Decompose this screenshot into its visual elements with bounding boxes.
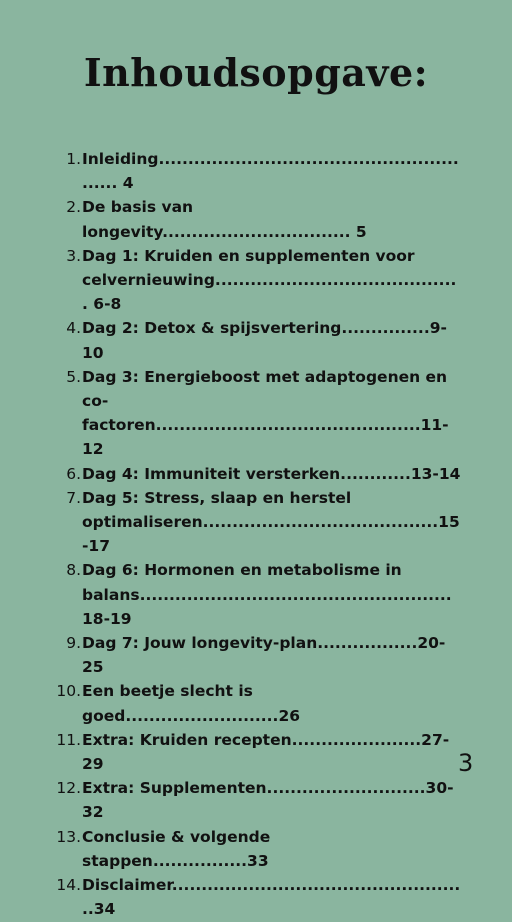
toc-item-number: 7. bbox=[66, 488, 81, 507]
toc-item-9 bbox=[50, 631, 462, 679]
toc-item-text: Disclaimer...................................................34 bbox=[82, 876, 461, 919]
toc-item-text: Conclusie & volgende stappen................33 bbox=[82, 827, 271, 870]
toc-item-number: 3. bbox=[66, 246, 81, 265]
table-of-contents bbox=[50, 147, 462, 922]
toc-item-6 bbox=[50, 462, 462, 486]
toc-item-text: Dag 3: Energieboost met adaptogenen en co-factoren.............................................11-12 bbox=[82, 367, 449, 459]
toc-item-number: 12. bbox=[56, 779, 81, 798]
toc-item-text: Dag 4: Immuniteit versterken............13-14 bbox=[82, 464, 461, 483]
toc-item-14 bbox=[50, 873, 462, 921]
toc-item-5 bbox=[50, 365, 462, 462]
toc-item-number: 6. bbox=[66, 464, 81, 483]
toc-item-text: Een beetje slecht is goed..........................26 bbox=[82, 682, 301, 725]
toc-item-text: Dag 6: Hormonen en metabolisme in balans.....................................................18-19 bbox=[82, 561, 452, 628]
toc-item-4 bbox=[50, 316, 462, 364]
toc-item-number: 8. bbox=[66, 561, 81, 580]
toc-item-number: 9. bbox=[66, 634, 81, 653]
page-title: Inhoudsopgave: bbox=[83, 50, 429, 95]
toc-item-text: Dag 2: Detox & spijsvertering...............9-10 bbox=[82, 319, 447, 362]
toc-item-text: Dag 7: Jouw longevity-plan.................20-25 bbox=[82, 634, 446, 677]
toc-item-12 bbox=[50, 776, 462, 824]
page-number: 3 bbox=[458, 749, 474, 777]
toc-item-number: 13. bbox=[56, 827, 81, 846]
toc-item-number: 4. bbox=[66, 319, 81, 338]
toc-item-2 bbox=[50, 195, 462, 243]
toc-item-11 bbox=[50, 728, 462, 776]
toc-item-number: 11. bbox=[56, 730, 81, 749]
toc-item-text: Dag 5: Stress, slaap en herstel optimaliseren........................................15-17 bbox=[82, 488, 460, 556]
toc-item-text: Extra: Supplementen...........................30-32 bbox=[82, 779, 454, 822]
toc-item-text: Inleiding......................................................... 4 bbox=[82, 150, 459, 193]
toc-item-1 bbox=[50, 147, 462, 195]
toc-item-3 bbox=[50, 244, 462, 317]
toc-item-number: 1. bbox=[66, 150, 81, 168]
toc-item-13 bbox=[50, 825, 462, 873]
toc-item-number: 2. bbox=[66, 198, 81, 217]
toc-item-number: 14. bbox=[56, 876, 81, 895]
toc-item-10 bbox=[50, 679, 462, 727]
toc-item-8 bbox=[50, 558, 462, 631]
toc-item-text: Extra: Kruiden recepten......................27-29 bbox=[82, 730, 450, 774]
toc-item-number: 10. bbox=[56, 682, 81, 701]
toc-item-text: De basis van longevity................................ 5 bbox=[82, 198, 367, 241]
toc-item-number: 5. bbox=[66, 367, 81, 386]
toc-item-7 bbox=[50, 486, 462, 559]
toc-item-text: Dag 1: Kruiden en supplementen voor celvernieuwing.......................................... 6-8 bbox=[82, 246, 457, 314]
